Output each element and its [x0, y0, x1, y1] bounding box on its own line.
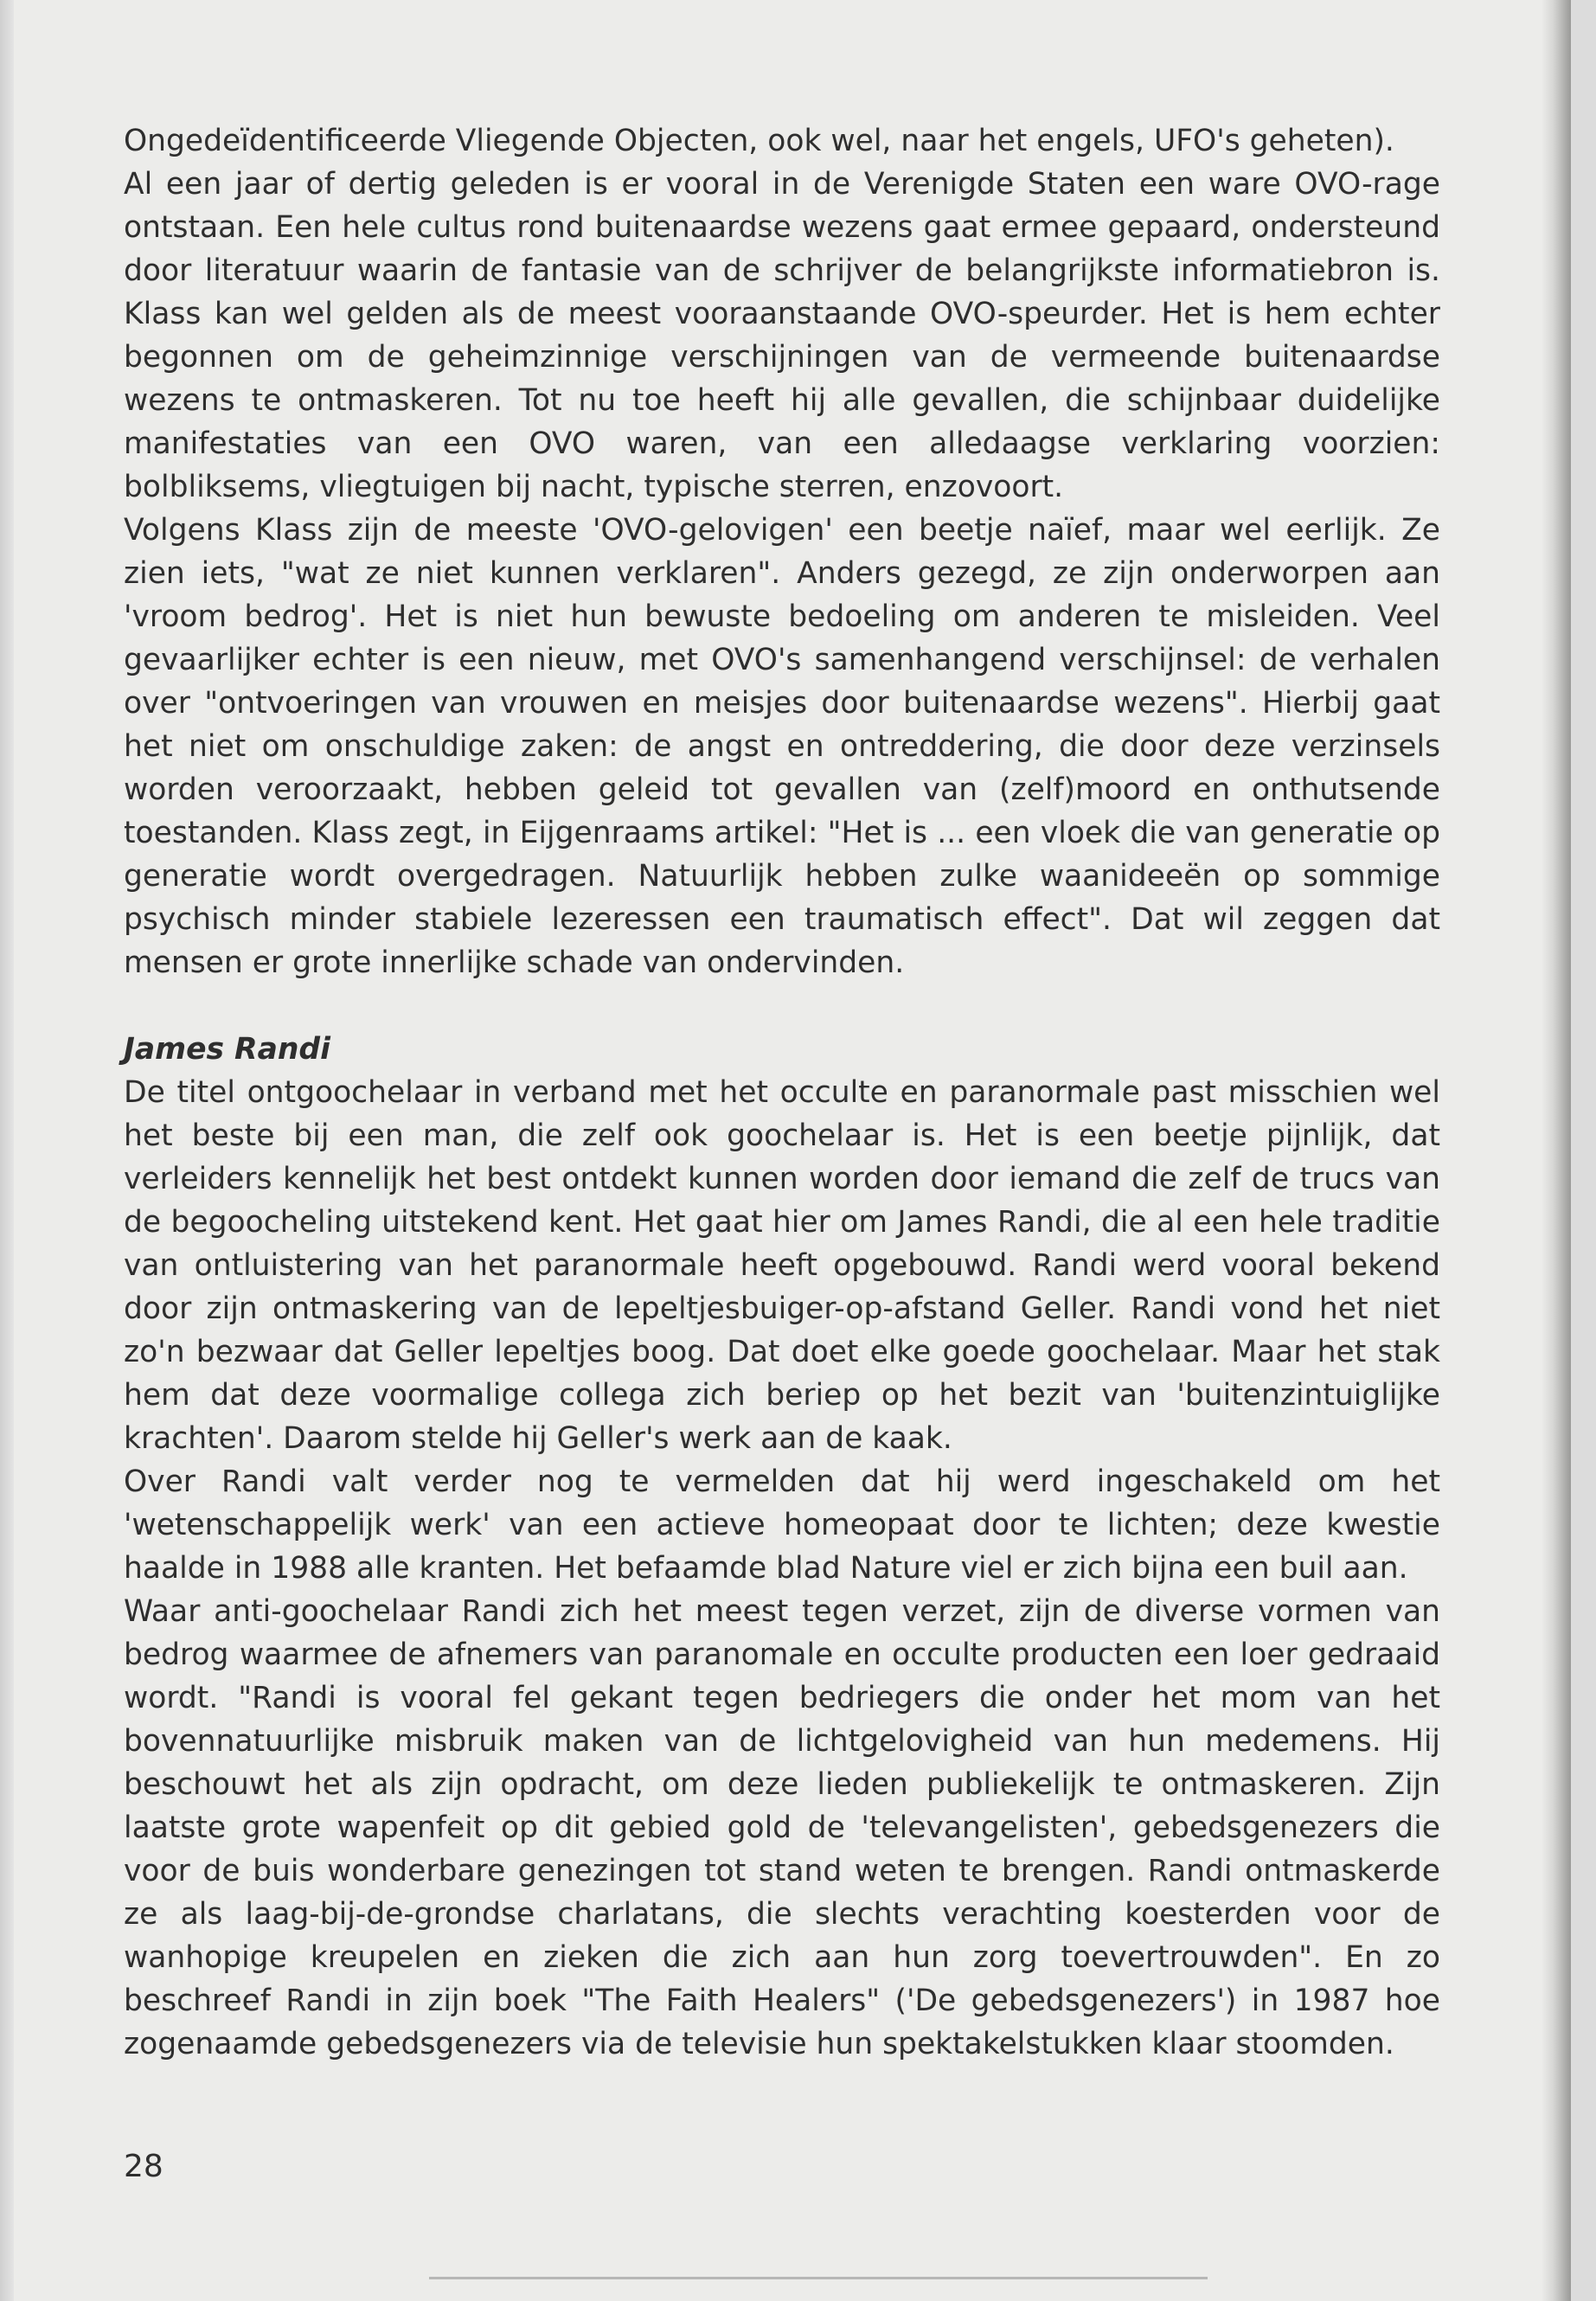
- paragraph-klass: Volgens Klass zijn de meeste 'OVO-gelovigen' een beetje naïef, maar wel eerlijk. Ze zien iets, "wat ze niet kunnen verklaren". Anders gezegd, ze zijn onderworpen aan 'vroom bedrog'. Het is niet hun bewuste bedoeling om anderen te misleiden. Veel gevaarlijker echter is een nieuw, met OVO's samenhangend verschijnsel: de verhalen over "ontvoeringen van vrouwen en meisjes door buitenaardse wezens". Hierbij gaat het niet om onschuldige zaken: de angst en ontreddering, die door deze verzinsels worden veroorzaakt, hebben geleid tot gevallen van (zelf)moord en onthutsende toestanden. Klass zegt, in Eijgenraams artikel: "Het is ... een vloek die van generatie op generatie wordt overgedragen. Natuurlijk hebben zulke waanideeën op sommige psychisch minder stabiele lezeressen een traumatisch effect". Dat wil zeggen dat mensen er grote innerlijke schade van ondervinden.: [124, 513, 1440, 980]
- paragraph-randi-intro: De titel ontgoochelaar in verband met het occulte en paranormale past misschien wel het beste bij een man, die zelf ook goochelaar is. Het is een beetje pijnlijk, dat verleiders kennelijk het best ontdekt kunnen worden door iemand die zelf de trucs van de begoocheling uitstekend kent. Het gaat hier om James Randi, die al een hele traditie van ontluistering van het paranormale heeft opgebouwd. Randi werd vooral bekend door zijn ontmaskering van de lepeltjesbuiger-op-afstand Geller. Randi vond het niet zo'n bezwaar dat Geller lepeltjes boog. Dat doet elke goede goochelaar. Maar het stak hem dat deze voormalige collega zich beriep op het bezit van 'buitenzintuiglijke krachten'. Daarom stelde hij Geller's werk aan de kaak.: [124, 1075, 1440, 1456]
- paragraph-randi-gebedsgenezers: Waar anti-goochelaar Randi zich het meest tegen verzet, zijn de diverse vormen van bedrog waarmee de afnemers van paranomale en occulte producten een loer gedraaid wordt. "Randi is vooral fel gekant tegen bedriegers die onder het mom van het bovennatuurlijke misbruik maken van de lichtgelovigheid van hun medemens. Hij beschouwt het als zijn opdracht, om deze lieden publiekelijk te ontmaskeren. Zijn laatste grote wapenfeit op dit gebied gold de 'televangelisten', gebedsgenezers die voor de buis wonderbare genezingen tot stand weten te brengen. Randi ontmaskerde ze als laag-bij-de-grondse charlatans, die slechts verachting koesterden voor de wanhopige kreupelen en zieken die zich aan hun zorg toevertrouwden". En zo beschreef Randi in zijn boek "The Faith Healers" ('De gebedsgenezers') in 1987 hoe zogenaamde gebedsgenezers via de televisie hun spektakelstukken klaar stoomden.: [124, 1594, 1440, 2061]
- section-heading-james-randi: James Randi: [124, 1032, 330, 1067]
- spine-shadow: [1542, 0, 1571, 2301]
- paragraph-randi-homeopaat: Over Randi valt verder nog te vermelden dat hij werd ingeschakeld om het 'wetenschappelijk werk' van een actieve homeopaat door te lichten; deze kwestie haalde in 1988 alle kranten. Het befaamde blad Nature viel er zich bijna een buil aan.: [124, 1465, 1440, 1586]
- page-number: 28: [124, 2149, 163, 2184]
- scan-edge: [0, 0, 14, 2301]
- paragraph-ovo-rage: Al een jaar of dertig geleden is er vooral in de Verenigde Staten een ware OVO-rage ontstaan. Een hele cultus rond buitenaardse wezens gaat ermee gepaard, ondersteund door literatuur waarin de fantasie van de schrijver de belangrijkste informatiebron is. Klass kan wel gelden als de meest vooraanstaande OVO-speurder. Het is hem echter begonnen om de geheimzinnige verschijningen van de vermeende buitenaardse wezens te ontmaskeren. Tot nu toe heeft hij alle gevallen, die schijnbaar duidelijke manifestaties van een OVO waren, van een alledaagse verklaring voorzien: bolbliksems, vliegtuigen bij nacht, typische sterren, enzovoort.: [124, 167, 1440, 504]
- bottom-edge-line: [429, 2277, 1208, 2279]
- page-body: [124, 119, 1440, 2066]
- book-page: [14, 0, 1571, 2301]
- paragraph-ufo-intro: Ongedeïdentificeerde Vliegende Objecten, ook wel, naar het engels, UFO's geheten).: [124, 124, 1394, 158]
